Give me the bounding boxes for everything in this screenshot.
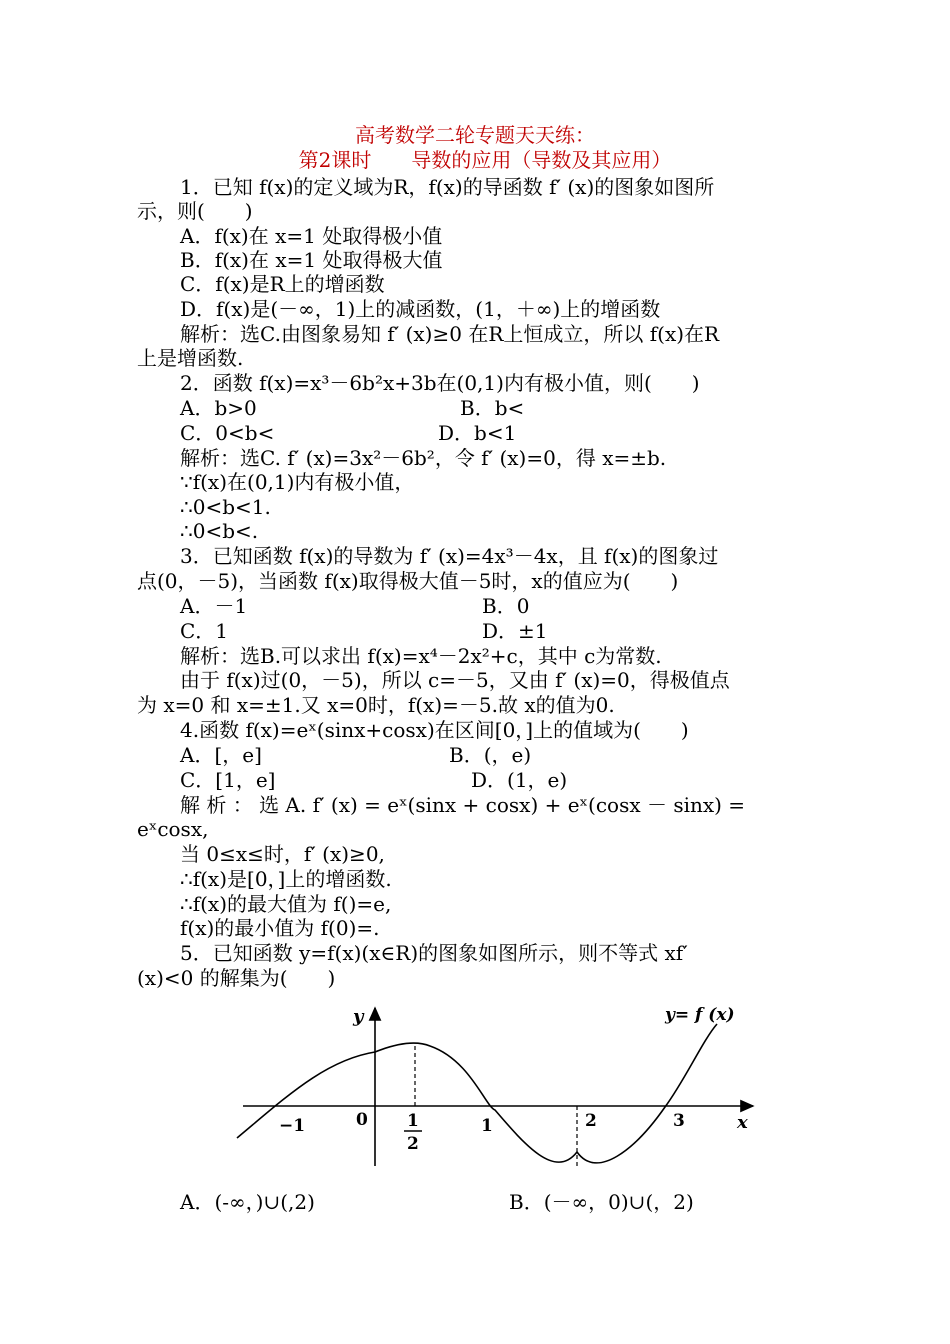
q2-solution-3: ∴0<b<1. [180,495,271,519]
q4-option-a: A．[，e] [180,743,262,767]
q1-stem: 1．已知 f(x)的定义域为R，f(x)的导函数 f′ (x)的图象如图所 [180,175,715,199]
q2-solution: 解析：选C. f′ (x)=3x²－6b²，令 f′ (x)=0，得 x=±b. [180,446,667,470]
q1-option-b: B．f(x)在 x=1 处取得极大值 [180,248,443,272]
q4-solution-5: f(x)的最小值为 f(0)=. [180,916,380,940]
tick-three: 3 [673,1111,685,1131]
q2-solution-4: ∴0<b<. [180,519,259,543]
q3-solution-3: 为 x=0 和 x=±1.又 x=0时，f(x)=－5.故 x的值为0. [137,693,615,717]
q2-option-d: D．b<1 [438,421,517,445]
q4-solution-cont: eˣcosx, [137,817,209,841]
title-line-1: 高考数学二轮专题天天练： [355,123,595,147]
q1-stem-cont: 示，则( ) [137,199,253,223]
q4-solution-3: ∴f(x)是[0，]上的增函数. [180,867,392,891]
q4-option-c: C．[1，e] [180,768,276,792]
y-axis-label: y [353,1006,364,1027]
tick-one: 1 [481,1116,493,1136]
q4-option-b: B．(，e) [449,743,532,767]
q1-solution-cont: 上是增函数. [137,346,244,370]
q5-option-a: A．(-∞，)∪(,2) [180,1190,315,1214]
tick-half-den: 2 [407,1134,419,1154]
q3-solution-2: 由于 f(x)过(0，－5)，所以 c=－5，又由 f′ (x)=0，得极值点 [180,668,730,692]
tick-two: 2 [585,1111,597,1131]
q3-solution: 解析：选B.可以求出 f(x)=x⁴－2x²+c，其中 c为常数. [180,644,662,668]
q4-stem: 4.函数 f(x)=eˣ(sinx+cosx)在区间[0，]上的值域为( ) [180,718,689,742]
q4-option-d: D．(1，e) [471,768,568,792]
q3-stem-cont: 点(0，－5)，当函数 f(x)取得极大值－5时，x的值应为( ) [137,569,679,593]
tick-half-num: 1 [407,1111,419,1131]
q3-option-d: D．±1 [482,619,548,643]
function-graph-figure [225,1000,765,1180]
origin-label: 0 [356,1110,368,1130]
q3-stem: 3．已知函数 f(x)的导数为 f′ (x)=4x³－4x，且 f(x)的图象过 [180,544,719,568]
q4-solution: 解 析 ： 选 A. f′ (x) = eˣ(sinx + cosx) + eˣ(cosx － sinx) = [180,793,746,817]
q3-option-a: A．－1 [180,594,248,618]
q4-solution-2: 当 0≤x≤时，f′ (x)≥0, [180,842,385,866]
tick-neg-one: −1 [279,1116,306,1136]
q2-option-c: C．0<b< [180,421,275,445]
q1-option-a: A．f(x)在 x=1 处取得极小值 [180,224,443,248]
q2-option-b: B．b< [460,396,525,420]
q5-option-b: B．(－∞，0)∪(，2) [509,1190,694,1214]
q5-stem-cont: (x)<0 的解集为( ) [137,966,336,990]
q2-stem: 2．函数 f(x)=x³－6b²x+3b在(0,1)内有极小值，则( ) [180,371,700,395]
q1-option-d: D．f(x)是(－∞，1)上的减函数，(1，＋∞)上的增函数 [180,297,661,321]
q2-solution-2: ∵f(x)在(0,1)内有极小值， [180,470,415,494]
q3-option-c: C．1 [180,619,229,643]
q1-option-c: C．f(x)是R上的增函数 [180,272,385,296]
curve [237,1024,717,1163]
x-axis-label: x [737,1112,748,1133]
q2-option-a: A．b>0 [180,396,257,420]
title-line-2: 第2课时 导数的应用（导数及其应用） [298,148,672,172]
q5-stem: 5．已知函数 y=f(x)(x∈R)的图象如图所示，则不等式 xf′ [180,941,688,965]
curve-label: y= f (x) [665,1005,735,1025]
q1-solution: 解析：选C.由图象易知 f′ (x)≥0 在R上恒成立，所以 f(x)在R [180,322,720,346]
q3-option-b: B．0 [482,594,530,618]
q4-solution-4: ∴f(x)的最大值为 f()=e, [180,892,392,916]
